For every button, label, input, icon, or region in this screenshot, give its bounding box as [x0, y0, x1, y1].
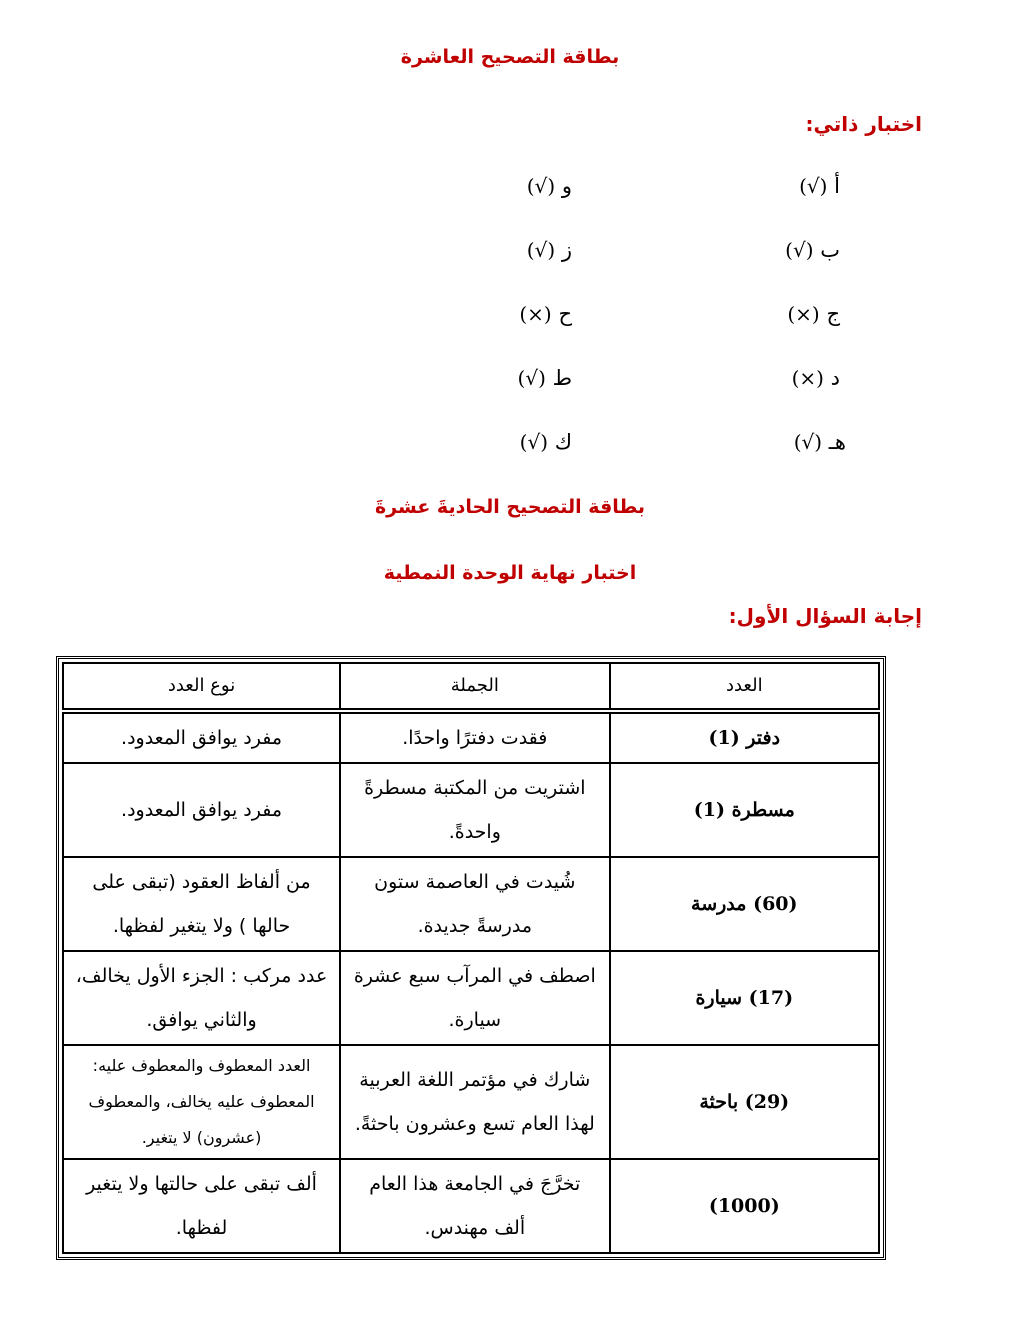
answer-letter: ز [561, 238, 572, 262]
check-mark-icon: (√) [793, 430, 823, 454]
cross-mark-icon: (×) [791, 366, 824, 390]
cell-number: (60) مدرسة [610, 857, 879, 951]
answer-item [794, 430, 846, 454]
cell-type: مفرد يوافق المعدود. [63, 763, 340, 857]
unit-test-title: اختبار نهاية الوحدة النمطية [383, 562, 637, 584]
header-type: نوع العدد [63, 663, 340, 709]
cell-sentence: شارك في مؤتمر اللغة العربية لهذا العام تسع وعشرون باحثةً. [340, 1045, 609, 1159]
cell-sentence: اشتريت من المكتبة مسطرةً واحدةً. [340, 763, 609, 857]
self-test-label: اختبار ذاتي: [805, 112, 922, 136]
cell-type: من ألفاظ العقود (تبقى على حالها ) ولا يتغير لفظها. [63, 857, 340, 951]
table-row [63, 713, 879, 763]
answer-letter: أ [834, 174, 840, 198]
answer-item [785, 238, 840, 262]
correction-card-11-title: بطاقة التصحيح الحاديةَ عشرةَ [374, 496, 646, 518]
cell-number: (17) سيارة [610, 951, 879, 1045]
cross-mark-icon: (×) [519, 302, 552, 326]
answer-letter: و [561, 174, 572, 198]
answer-letter: د [830, 366, 840, 390]
table-row [63, 1159, 879, 1253]
check-mark-icon: (√) [799, 174, 828, 198]
first-question-answer-label: إجابة السؤال الأول: [728, 604, 922, 628]
table-row [63, 763, 879, 857]
answer-item [527, 238, 572, 262]
header-sentence: الجملة [340, 663, 609, 709]
header-number: العدد [610, 663, 879, 709]
table-header-row [63, 663, 879, 709]
cell-number: دفتر (1) [610, 713, 879, 763]
answer-item [787, 302, 840, 326]
answer-item [519, 302, 572, 326]
cell-type: العدد المعطوف والمعطوف عليه: المعطوف عليه يخالف، والمعطوف (عشرون) لا يتغير. [63, 1045, 340, 1159]
answer-item [799, 174, 840, 198]
check-mark-icon: (√) [785, 238, 814, 262]
cell-sentence: اصطف في المرآب سبع عشرة سيارة. [340, 951, 609, 1045]
cell-number: (29) باحثة [610, 1045, 879, 1159]
check-mark-icon: (√) [517, 366, 546, 390]
answer-item [520, 430, 572, 454]
table-row [63, 1045, 879, 1159]
answer-table [56, 656, 886, 1260]
answer-letter: ج [826, 302, 840, 326]
correction-card-10-title: بطاقة التصحيح العاشرة [400, 46, 620, 68]
check-mark-icon: (√) [519, 430, 548, 454]
answer-item [527, 174, 572, 198]
answer-letter: ك [554, 430, 572, 454]
cell-sentence: فقدت دفترًا واحدًا. [340, 713, 609, 763]
answer-letter: ب [820, 238, 840, 262]
table-row [63, 951, 879, 1045]
cell-type: مفرد يوافق المعدود. [63, 713, 340, 763]
cell-number: مسطرة (1) [610, 763, 879, 857]
cell-sentence: شُيدت في العاصمة ستون مدرسةً جديدة. [340, 857, 609, 951]
cell-number: (1000) [610, 1159, 879, 1253]
answer-letter: ط [552, 366, 572, 390]
check-mark-icon: (√) [526, 238, 556, 262]
table-row [63, 857, 879, 951]
answer-letter: هـ [828, 430, 846, 454]
check-mark-icon: (√) [526, 174, 556, 198]
answer-item [518, 366, 572, 390]
cell-type: عدد مركب : الجزء الأول يخالف، والثاني يوافق. [63, 951, 340, 1045]
cell-sentence: تخرَّجَ في الجامعة هذا العام ألف مهندس. [340, 1159, 609, 1253]
cell-type: ألف تبقى على حالتها ولا يتغير لفظها. [63, 1159, 340, 1253]
answer-letter: ح [558, 302, 572, 326]
answer-item [792, 366, 840, 390]
cross-mark-icon: (×) [787, 302, 820, 326]
